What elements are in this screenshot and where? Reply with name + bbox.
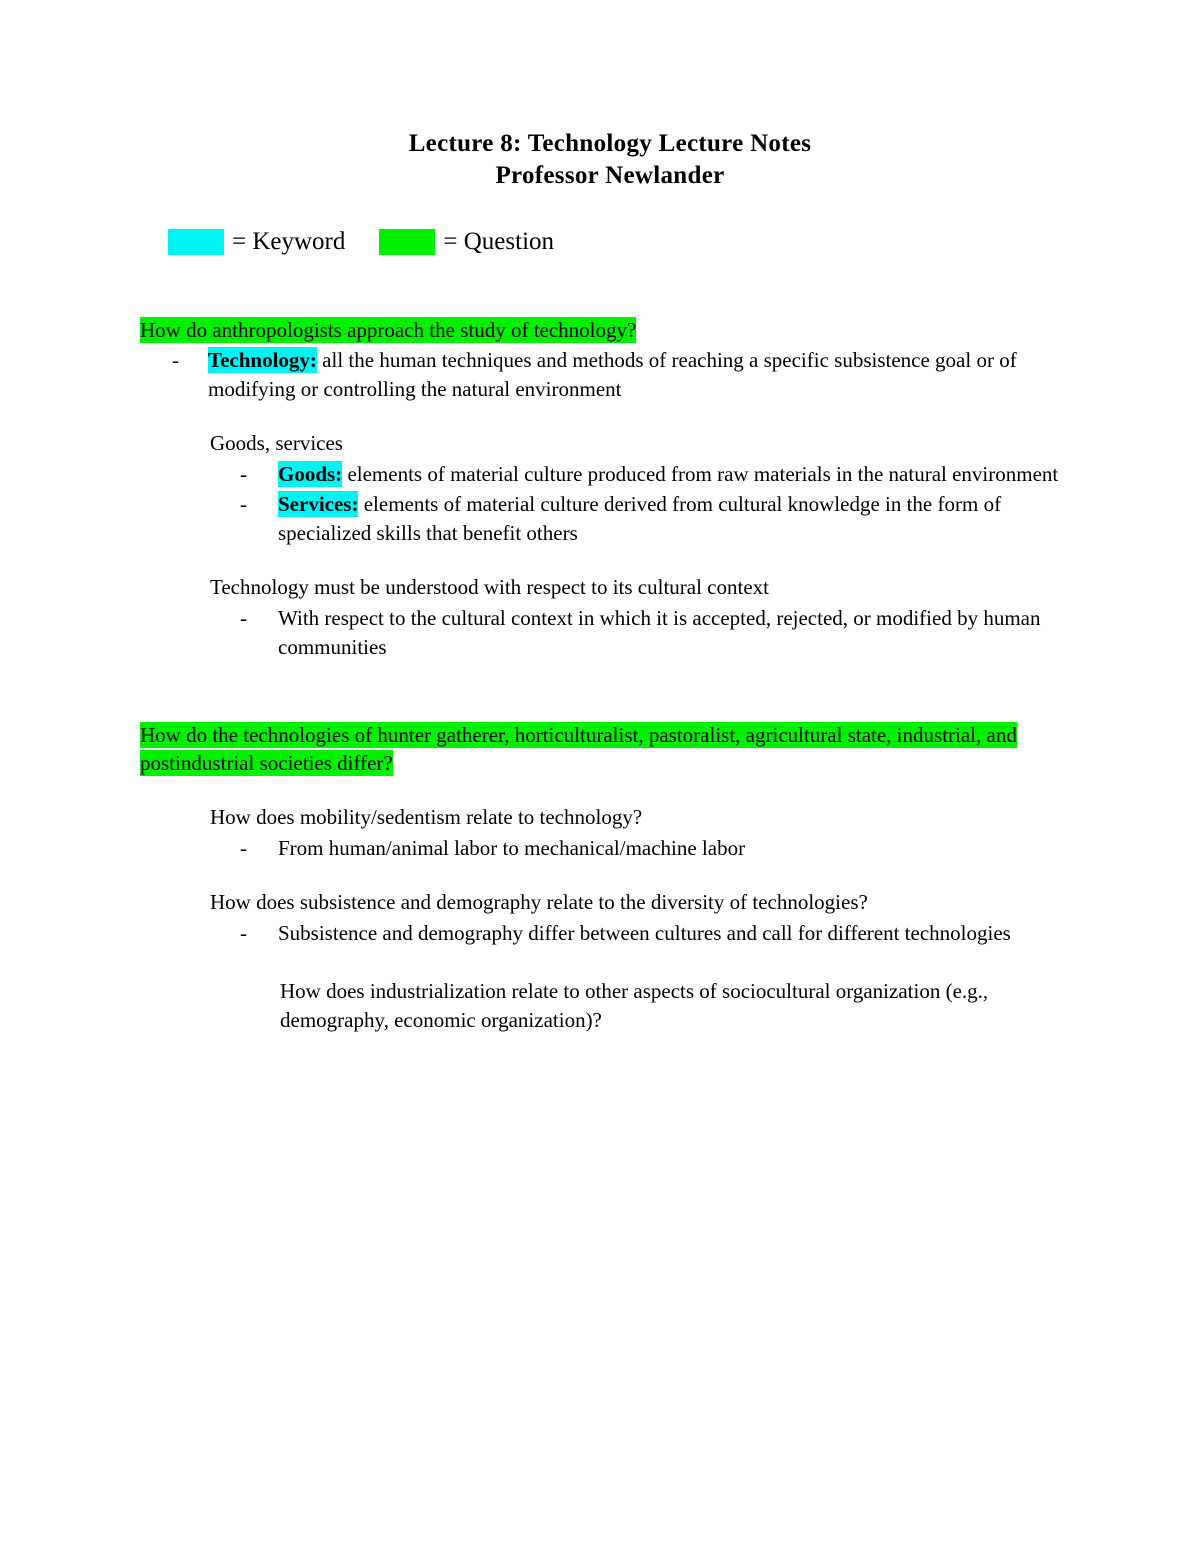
keyword-color-swatch: [168, 229, 224, 255]
document-content: [140, 128, 1080, 1035]
services-definition: elements of material culture derived from cultural knowledge in the form of specialized skills that benefit others: [278, 492, 1002, 545]
goods-definition: elements of material culture produced from raw materials in the natural environment: [347, 461, 1059, 486]
title-line-2: Professor Newlander: [495, 162, 725, 189]
title-line-1: Lecture 8: Technology Lecture Notes: [408, 130, 812, 157]
mobility-bullet: [140, 834, 1080, 863]
goods-body: [278, 460, 1080, 489]
cultural-context-bullet: [140, 604, 1080, 661]
bullet-dash: -: [240, 605, 247, 630]
technology-definition: all the human techniques and methods of reaching a specific subsistence goal or of modifying or controlling the natural environment: [208, 348, 1017, 401]
services-keyword: Services:: [278, 492, 359, 517]
technology-definition-body: [208, 346, 1080, 403]
section-1: [140, 316, 1080, 661]
subsistence-sub-question: How does subsistence and demography relate to the diversity of technologies?: [210, 890, 868, 915]
section-2-question: How do the technologies of hunter gatherer, horticulturalist, pastoralist, agricultural state, industrial, and postindustrial societies differ?: [140, 723, 1017, 776]
bullet-dash: -: [172, 348, 179, 373]
services-bullet: [140, 490, 1080, 547]
goods-keyword: Goods:: [278, 461, 343, 486]
keyword-legend-label: = Keyword: [232, 228, 346, 255]
industrialization-sub-question: How does industrialization relate to other aspects of sociocultural organization (e.g., demography, economic organization)?: [280, 979, 989, 1033]
legend: [140, 228, 1080, 256]
document-title: [140, 128, 1080, 192]
section-1-question-line: [140, 316, 1080, 344]
subsistence-bullet-text: Subsistence and demography differ between cultures and call for different technologies: [278, 920, 1011, 945]
cultural-context-bullet-text: With respect to the cultural context in which it is accepted, rejected, or modified by human communities: [278, 605, 1041, 659]
cultural-context-subheading: Technology must be understood with respect to its cultural context: [210, 575, 769, 600]
subsistence-bullet: [140, 919, 1080, 948]
bullet-dash: -: [240, 835, 247, 860]
services-body: [278, 490, 1080, 547]
section-2: [140, 721, 1080, 1035]
goods-bullet: [140, 460, 1080, 489]
section-1-question: How do anthropologists approach the study of technology?: [140, 318, 637, 342]
question-legend-label: = Question: [443, 228, 555, 255]
question-color-swatch: [379, 229, 435, 255]
section-1-technology-bullet: [140, 346, 1080, 403]
bullet-dash: -: [240, 492, 247, 517]
technology-keyword: Technology:: [208, 348, 317, 373]
mobility-sub-question: How does mobility/sedentism relate to technology?: [210, 805, 643, 830]
bullet-dash: -: [240, 920, 247, 945]
mobility-bullet-text: From human/animal labor to mechanical/machine labor: [278, 835, 746, 860]
goods-services-subheading: Goods, services: [210, 431, 343, 456]
section-2-question-line: [140, 721, 1080, 777]
bullet-dash: -: [240, 461, 247, 486]
